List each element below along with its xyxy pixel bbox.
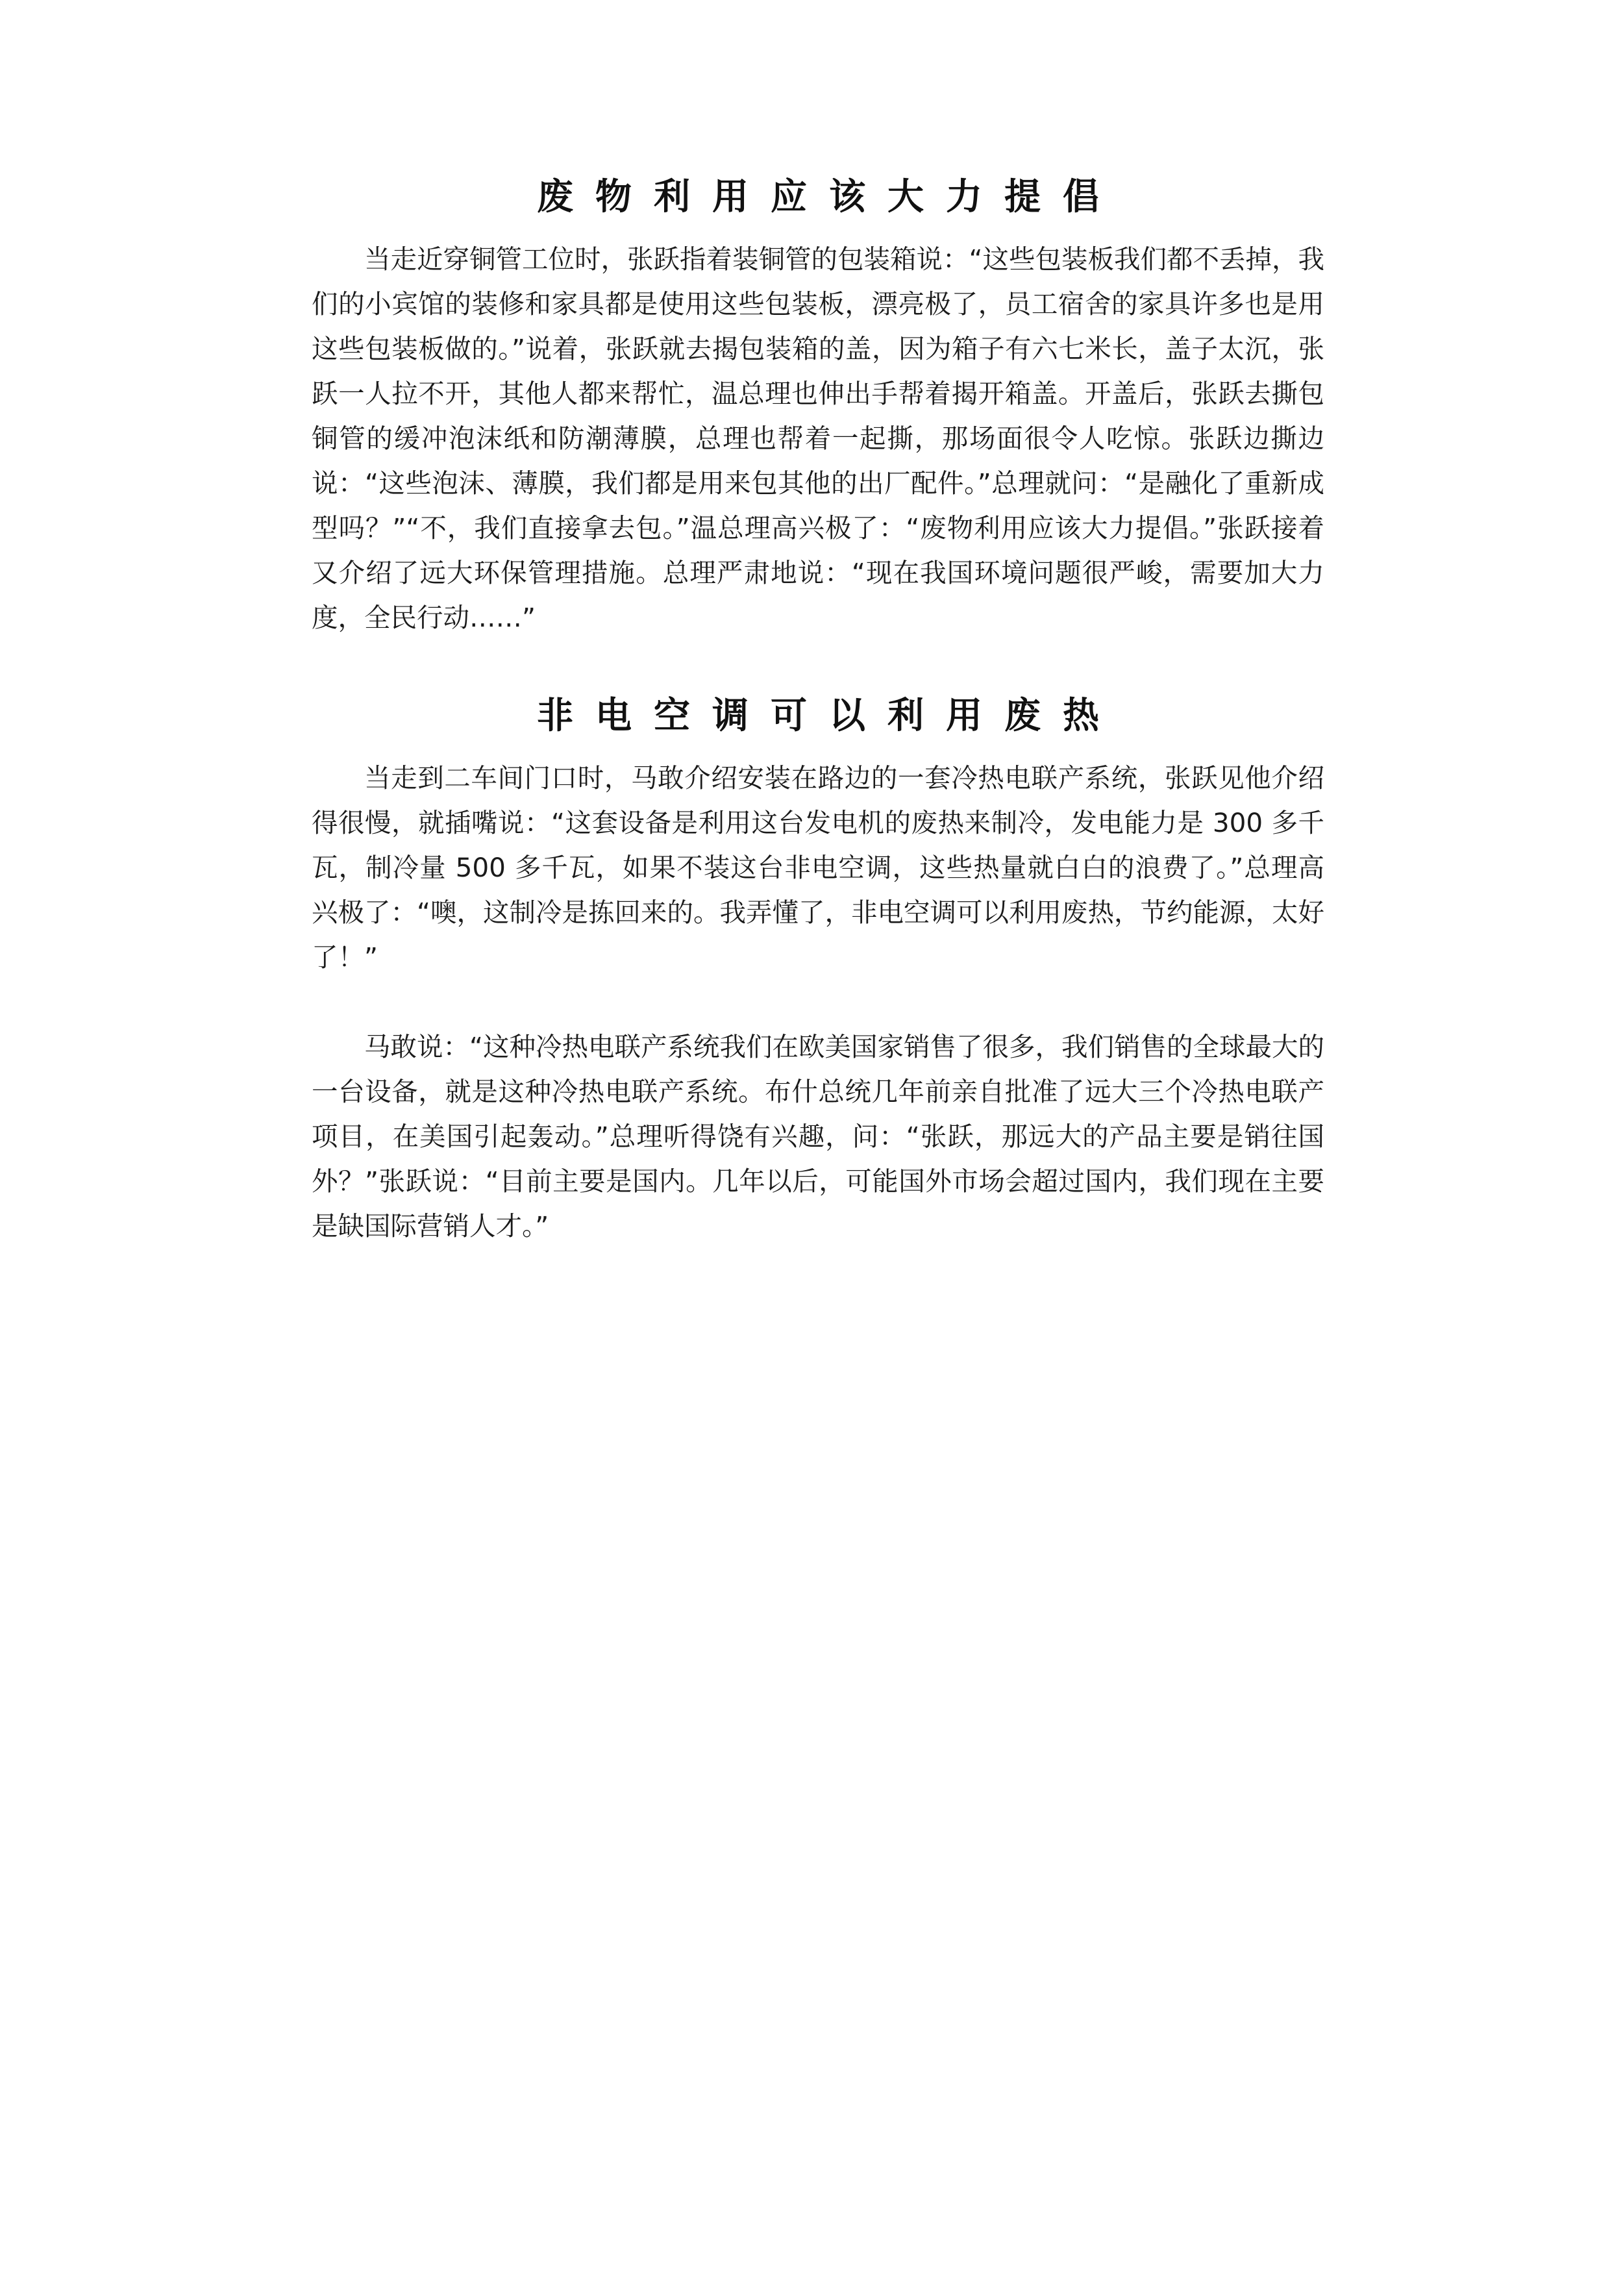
section-non-electric-ac [312,684,1324,1249]
section-title: 废物利用应该大力提倡 [537,175,1121,218]
section-waste-reuse [312,166,1324,640]
paragraph: 当走到二车间门口时，马敢介绍安装在路边的一套冷热电联产系统，张跃见他介绍得很慢，就插嘴说：“这套设备是利用这台发电机的废热来制冷，发电能力是 300 多千瓦，制冷量 500 多千瓦，如果不装这台非电空调，这些热量就白白的浪费了。”总理高兴极了：“噢，这制冷是拣回来的。我弄懂了，非电空调可以利用废热，节约能源，太好了！” [312,762,1324,973]
article-body [312,166,1324,1249]
paragraph: 当走近穿铜管工位时，张跃指着装铜管的包装箱说：“这些包装板我们都不丢掉，我们的小宾馆的装修和家具都是使用这些包装板，漂亮极了，员工宿舍的家具许多也是用这些包装板做的。”说着，张跃就去揭包装箱的盖，因为箱子有六七米长，盖子太沉，张跃一人拉不开，其他人都来帮忙，温总理也伸出手帮着揭开箱盖。开盖后，张跃去撕包铜管的缓冲泡沫纸和防潮薄膜，总理也帮着一起撕，那场面很令人吃惊。张跃边撕边说：“这些泡沫、薄膜，我们都是用来包其他的出厂配件。”总理就问：“是融化了重新成型吗？”“不，我们直接拿去包。”温总理高兴极了：“废物利用应该大力提倡。”张跃接着又介绍了远大环保管理措施。总理严肃地说：“现在我国环境问题很严峻，需要加大力度，全民行动……” [312,243,1324,633]
paragraph: 马敢说：“这种冷热电联产系统我们在欧美国家销售了很多，我们销售的全球最大的一台设备，就是这种冷热电联产系统。布什总统几年前亲自批准了远大三个冷热电联产项目，在美国引起轰动。”总理听得饶有兴趣，问：“张跃，那远大的产品主要是销往国外？”张跃说：“目前主要是国内。几年以后，可能国外市场会超过国内，我们现在主要是缺国际营销人才。” [312,1031,1324,1242]
section-title: 非电空调可以利用废热 [537,694,1121,737]
